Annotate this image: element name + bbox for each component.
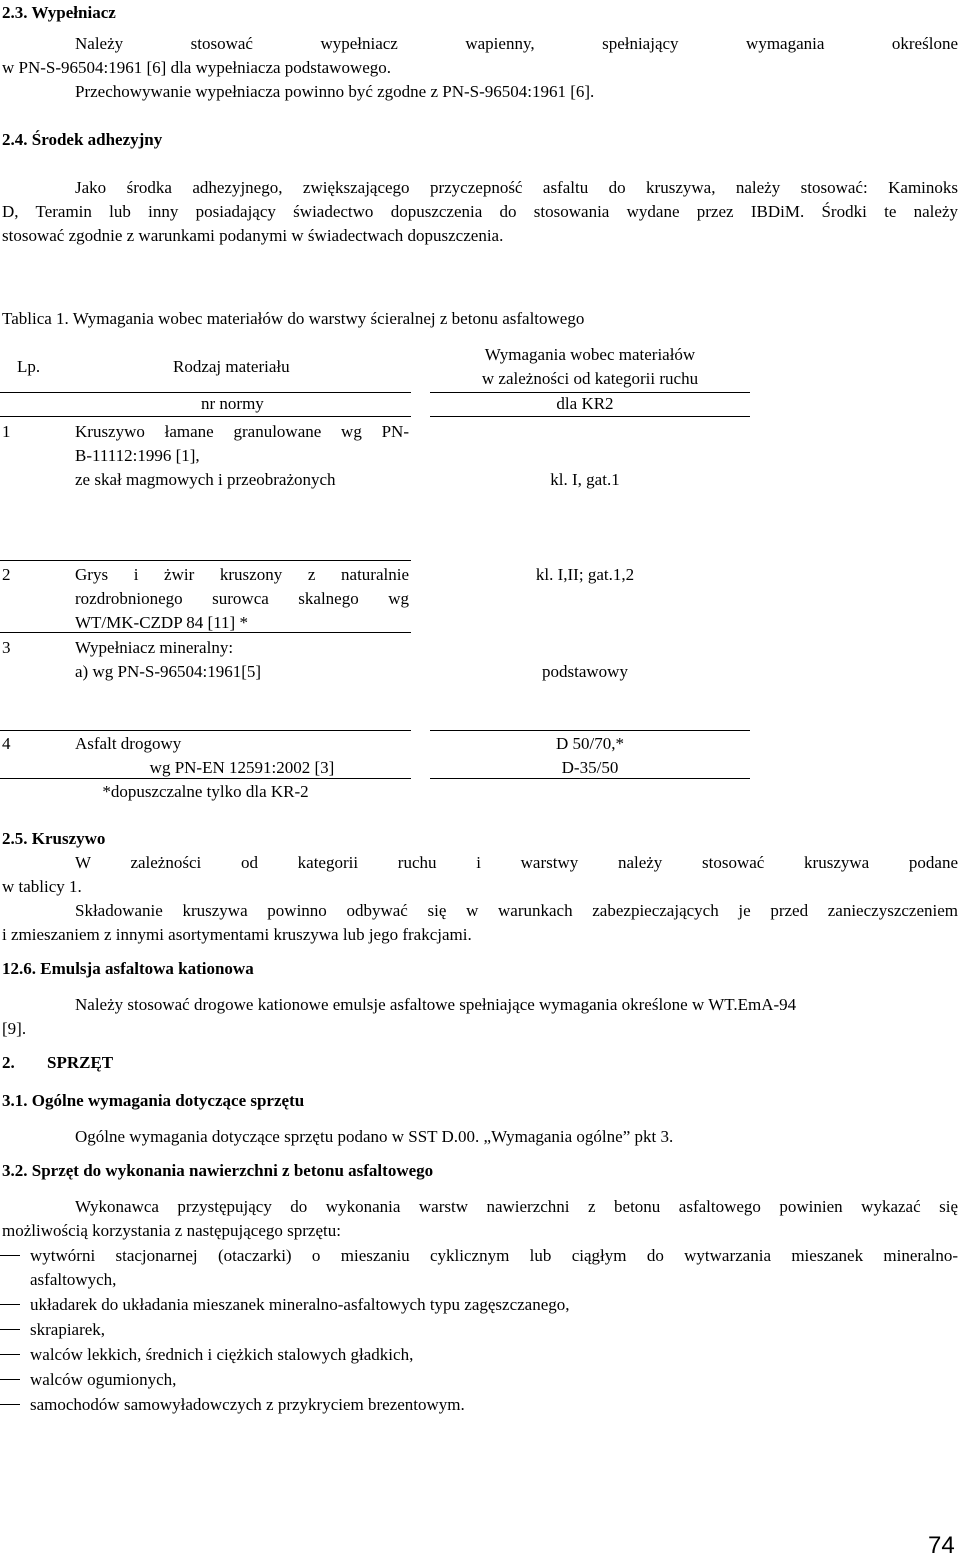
list-item-continuation: asfaltowych, <box>30 1270 117 1289</box>
list-item: walców ogumionych, <box>30 1370 177 1389</box>
table-row-3-norm: a) wg PN-S-96504:1961[5] <box>75 662 262 681</box>
section-2-6-text-line-2: [9]. <box>2 1019 27 1038</box>
table-row-1-origin: ze skał magmowych i przeobrażonych <box>75 470 336 489</box>
page-number: 74 <box>928 1532 955 1559</box>
section-2-4-text-line-1: Jako środka adhezyjnego, zwiększającego przyczepność asfaltu do kruszywa, należy stosować: Kaminoks <box>75 178 958 197</box>
table-rule <box>0 416 411 417</box>
table-row-2-material-cont: rozdrobnionego surowca skalnego wg <box>75 589 409 608</box>
list-bullet-dash <box>0 1255 20 1256</box>
table-row-1-norm: B-11112:1996 [1], <box>75 446 200 465</box>
table-header-lp: Lp. <box>17 357 41 376</box>
table-row-2-material: Grys i żwir kruszony z naturalnie <box>75 565 409 584</box>
section-2-5-text-line-2: w tablicy 1. <box>2 877 82 896</box>
section-2-6-heading: 12.6. Emulsja asfaltowa kationowa <box>2 959 254 978</box>
section-2-5-heading-text: 2.5. Kruszywo <box>2 829 106 848</box>
table-rule <box>0 730 411 731</box>
table-row-2-norm: WT/MK-CZDP 84 [11] * <box>75 613 248 632</box>
table-row-4-value-1: D 50/70,* <box>556 734 624 753</box>
table-footnote: *dopuszczalne tylko dla KR-2 <box>102 782 309 801</box>
section-2-5-text-line-1: W zależności od kategorii ruchu i warstwy należy stosować kruszywa podane <box>75 853 958 872</box>
table-rule <box>0 632 411 633</box>
table-caption: Tablica 1. Wymagania wobec materiałów do warstwy ścieralnej z betonu asfaltowego <box>2 309 585 328</box>
table-rule <box>430 416 750 417</box>
list-bullet-dash <box>0 1329 20 1330</box>
table-header-material: Rodzaj materiału <box>173 357 290 376</box>
table-header-kr: dla KR2 <box>556 394 614 413</box>
table-row-2-value: kl. I,II; gat.1,2 <box>535 565 635 584</box>
list-bullet-dash <box>0 1304 20 1305</box>
chapter-3-heading: 2. SPRZĘT <box>2 1053 114 1072</box>
table-row-1-value: kl. I, gat.1 <box>550 470 620 489</box>
list-item: walców lekkich, średnich i ciężkich stalowych gładkich, <box>30 1345 414 1364</box>
section-2-5-heading <box>2 830 105 847</box>
table-rule <box>430 730 750 731</box>
table-header-requirements: Wymagania wobec materiałów <box>484 345 696 364</box>
table-row-3-value: podstawowy <box>542 662 628 681</box>
table-row-3-lp: 3 <box>2 638 11 657</box>
table-row-4-lp: 4 <box>2 734 11 753</box>
list-item: skrapiarek, <box>30 1320 106 1339</box>
section-3-2-text-line-2: możliwością korzystania z następującego sprzętu: <box>2 1221 341 1240</box>
section-3-2-heading: 3.2. Sprzęt do wykonania nawierzchni z betonu asfaltowego <box>2 1161 434 1180</box>
table-rule <box>430 778 750 779</box>
table-rule <box>0 392 411 393</box>
table-row-1-material: Kruszywo łamane granulowane wg PN- <box>75 422 409 441</box>
section-2-3-text-line-2: w PN-S-96504:1961 [6] dla wypełniacza podstawowego. <box>2 58 392 77</box>
section-2-3-text-line-1: Należy stosować wypełniacz wapienny, spełniający wymagania określone <box>75 34 958 53</box>
section-2-4-heading: 2.4. Środek adhezyjny <box>2 130 163 149</box>
section-3-2-text-line-1: Wykonawca przystępujący do wykonania warstw nawierzchni z betonu asfaltowego powinien wykazać się <box>75 1197 958 1216</box>
list-item: układarek do układania mieszanek mineralno-asfaltowych typu zagęszczanego, <box>30 1295 570 1314</box>
table-row-2-lp: 2 <box>2 565 11 584</box>
table-row-4-value-2: D-35/50 <box>561 758 619 777</box>
section-2-3-heading: 2.3. Wypełniacz <box>2 3 116 22</box>
table-row-1-lp: 1 <box>2 422 11 441</box>
section-3-1-text: Ogólne wymagania dotyczące sprzętu podano w SST D.00. „Wymagania ogólne” pkt 3. <box>75 1127 674 1146</box>
list-item: samochodów samowyładowczych z przykryciem brezentowym. <box>30 1395 465 1414</box>
section-2-5-text-line-4: i zmieszaniem z innymi asortymentami kruszywa lub jego frakcjami. <box>2 925 472 944</box>
section-2-3-storage-text: Przechowywanie wypełniacza powinno być zgodne z PN-S-96504:1961 [6]. <box>75 82 595 101</box>
section-3-1-heading: 3.1. Ogólne wymagania dotyczące sprzętu <box>2 1091 305 1110</box>
section-2-6-text-line-1: Należy stosować drogowe kationowe emulsje asfaltowe spełniające wymagania określone w WT.EmA-94 <box>75 995 797 1014</box>
section-2-5-text-line-3: Składowanie kruszywa powinno odbywać się w warunkach zabezpieczających je przed zanieczyszczeniem <box>75 901 958 920</box>
table-header-norm: nr normy <box>201 394 264 413</box>
list-bullet-dash <box>0 1404 20 1405</box>
table-row-3-material: Wypełniacz mineralny: <box>75 638 234 657</box>
section-2-4-text-line-3: stosować zgodnie z warunkami podanymi w świadectwach dopuszczenia. <box>2 226 504 245</box>
section-2-4-text-line-2: D, Teramin lub inny posiadający świadectwo dopuszczenia do stosowania wydane przez IBDiM. Środki te należy <box>2 202 958 221</box>
table-rule <box>0 560 411 561</box>
list-bullet-dash <box>0 1354 20 1355</box>
table-row-4-material: Asfalt drogowy <box>75 734 182 753</box>
table-header-requirements-sub: w zależności od kategorii ruchu <box>481 369 699 388</box>
table-rule <box>430 392 750 393</box>
table-row-4-norm: wg PN-EN 12591:2002 [3] <box>149 758 335 777</box>
table-rule <box>0 778 411 779</box>
list-item: wytwórni stacjonarnej (otaczarki) o mieszaniu cyklicznym lub ciągłym do wytwarzania mieszanek mineralno- <box>30 1246 958 1265</box>
list-bullet-dash <box>0 1379 20 1380</box>
